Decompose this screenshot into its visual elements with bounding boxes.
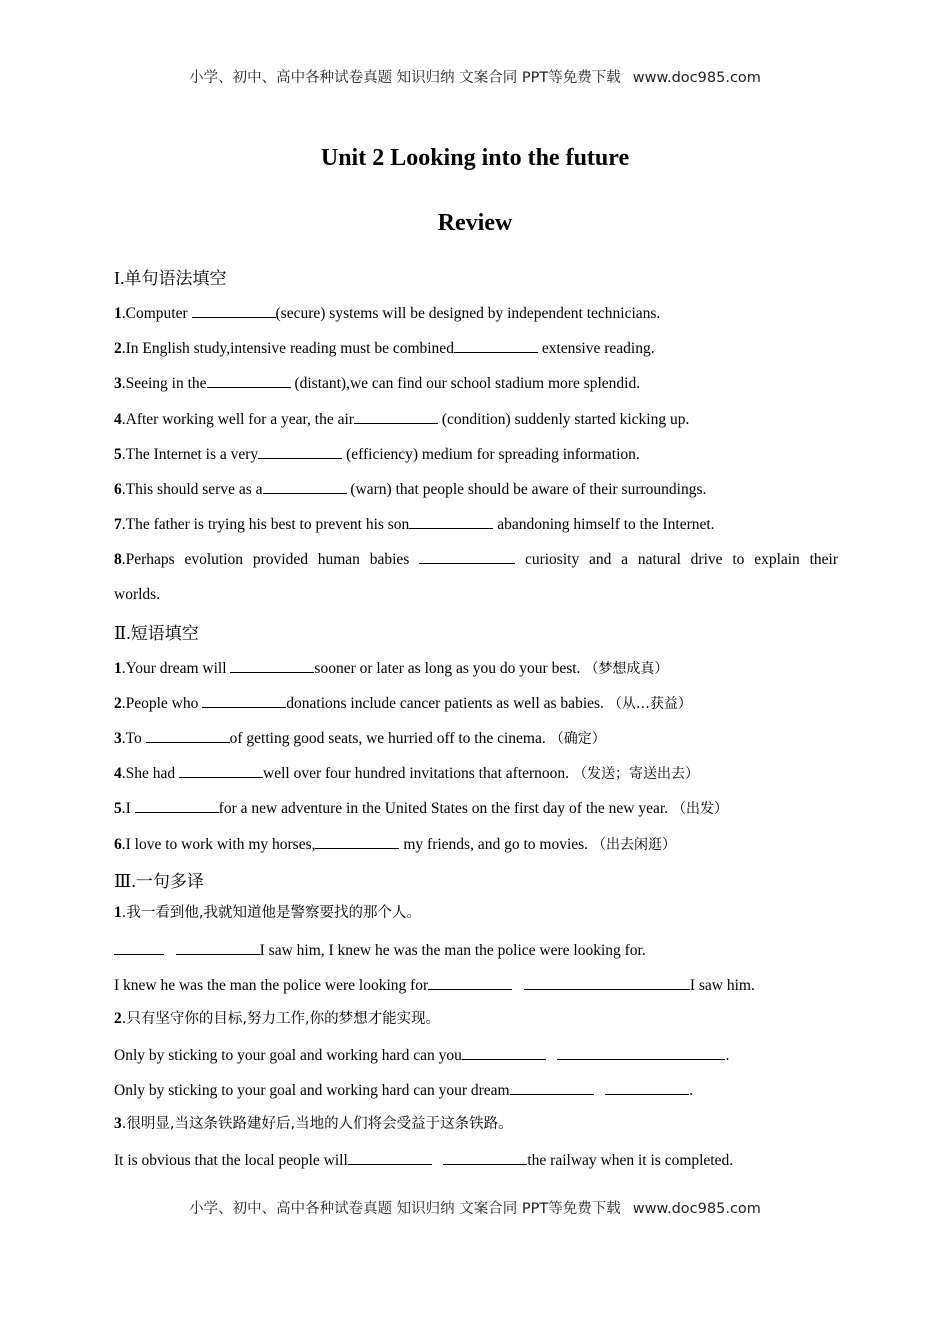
blank[interactable] [443, 1149, 527, 1165]
page-subtitle: Review [437, 210, 513, 236]
s1-item-2: 2.In English study,intensive reading must be combined extensive reading. [114, 337, 838, 359]
page-title: Unit 2 Looking into the future [320, 145, 630, 171]
blank[interactable] [605, 1079, 689, 1095]
s1-item-8-cont: worlds. [114, 586, 161, 603]
section3-heading: Ⅲ.一句多译 [114, 871, 204, 892]
blank[interactable] [230, 657, 314, 673]
blank[interactable] [176, 939, 260, 955]
blank[interactable] [454, 337, 538, 353]
blank[interactable] [348, 1149, 432, 1165]
blank[interactable] [114, 939, 164, 955]
blank[interactable] [524, 974, 690, 990]
section1-heading: I.单句语法填空 [114, 268, 227, 289]
section2-heading: Ⅱ.短语填空 [114, 623, 199, 644]
s3-q2-chinese: 2.只有坚守你的目标,努力工作,你的梦想才能实现。 [114, 1010, 441, 1027]
s1-item-3: 3.Seeing in the (distant),we can find our school stadium more splendid. [114, 372, 838, 394]
s3-q1-line1: I saw him, I knew he was the man the police were looking for. [114, 939, 838, 961]
blank[interactable] [462, 1044, 546, 1060]
s2-item-6: 6.I love to work with my horses, my friends, and go to movies. （出去闲逛） [114, 833, 838, 855]
footer-text: 小学、初中、高中各种试卷真题 知识归纳 文案合同 PPT等免费下载 [189, 1201, 621, 1217]
blank[interactable] [428, 974, 512, 990]
page-header [0, 66, 950, 87]
blank[interactable] [192, 302, 276, 318]
s2-item-3: 3.To of getting good seats, we hurried off to the cinema. （确定） [114, 727, 838, 749]
s3-q3-chinese: 3.很明显,当这条铁路建好后,当地的人们将会受益于这条铁路。 [114, 1115, 513, 1132]
blank[interactable] [263, 478, 347, 494]
blank[interactable] [419, 548, 515, 564]
header-site: www.doc985.com [632, 70, 761, 86]
blank[interactable] [510, 1079, 594, 1095]
s3-q2-line1: Only by sticking to your goal and working hard can you . [114, 1044, 838, 1066]
s3-q1-line2: I knew he was the man the police were looking for I saw him. [114, 974, 838, 996]
s1-item-7: 7.The father is trying his best to prevent his son abandoning himself to the Internet. [114, 513, 838, 535]
blank[interactable] [557, 1044, 725, 1060]
blank[interactable] [315, 833, 399, 849]
blank[interactable] [258, 443, 342, 459]
s3-q3-line1: It is obvious that the local people will the railway when it is completed. [114, 1149, 838, 1171]
s2-item-2: 2.People who donations include cancer patients as well as babies. （从…获益） [114, 692, 838, 714]
blank[interactable] [146, 727, 230, 743]
s1-item-8: 8.Perhaps evolution provided human babies curiosity and a natural drive to explain their [114, 548, 838, 570]
s3-q1-chinese: 1.我一看到他,我就知道他是警察要找的那个人。 [114, 904, 421, 921]
s2-item-5: 5.I for a new adventure in the United States on the first day of the new year. （出发） [114, 797, 838, 819]
page-footer [0, 1197, 950, 1218]
s3-q2-line2: Only by sticking to your goal and working hard can your dream . [114, 1079, 838, 1101]
s2-item-4: 4.She had well over four hundred invitations that afternoon. （发送；寄送出去） [114, 762, 838, 784]
blank[interactable] [207, 372, 291, 388]
header-text: 小学、初中、高中各种试卷真题 知识归纳 文案合同 PPT等免费下载 [189, 70, 621, 86]
s1-item-5: 5.The Internet is a very (efficiency) medium for spreading information. [114, 443, 838, 465]
blank[interactable] [135, 797, 219, 813]
blank[interactable] [202, 692, 286, 708]
s1-item-6: 6.This should serve as a (warn) that people should be aware of their surroundings. [114, 478, 838, 500]
blank[interactable] [179, 762, 263, 778]
s1-item-1: 1.Computer (secure) systems will be designed by independent technicians. [114, 302, 838, 324]
blank[interactable] [409, 513, 493, 529]
blank[interactable] [354, 408, 438, 424]
s2-item-1: 1.Your dream will sooner or later as long as you do your best. （梦想成真） [114, 657, 838, 679]
footer-site: www.doc985.com [632, 1201, 761, 1217]
s1-item-4: 4.After working well for a year, the air (condition) suddenly started kicking up. [114, 408, 838, 430]
